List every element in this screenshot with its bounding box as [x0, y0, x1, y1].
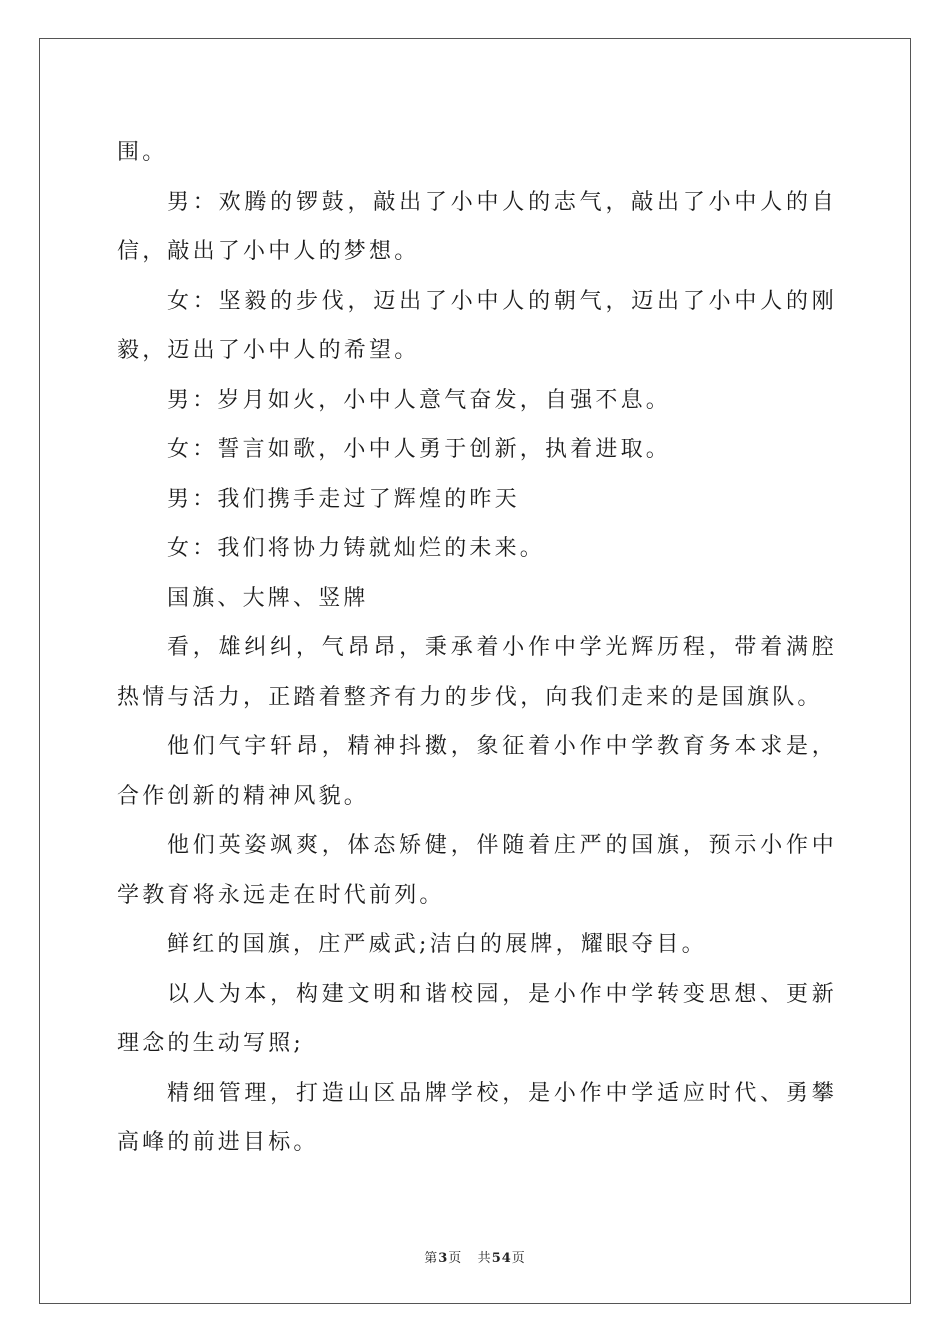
paragraph: 以人为本，构建文明和谐校园，是小作中学转变思想、更新理念的生动写照;: [117, 981, 837, 1056]
paragraph: 女：我们将协力铸就灿烂的未来。: [167, 536, 546, 561]
paragraph: 女：坚毅的步伐，迈出了小中人的朝气，迈出了小中人的刚毅，迈出了小中人的希望。: [117, 288, 837, 363]
paragraph: 看，雄纠纠，气昂昂，秉承着小作中学光辉历程，带着满腔热情与活力，正踏着整齐有力的步伐，向我们走来的是国旗队。: [117, 635, 837, 710]
page-prefix: 第: [424, 1251, 439, 1266]
total-suffix: 页: [511, 1251, 526, 1266]
total-pages: 54: [491, 1251, 512, 1266]
document-body: [117, 128, 837, 1168]
total-prefix: 共: [477, 1251, 492, 1266]
page-number: 3: [438, 1251, 449, 1266]
paragraph: 他们英姿飒爽，体态矫健，伴随着庄严的国旗，预示小作中学教育将永远走在时代前列。: [117, 833, 837, 908]
paragraph: 精细管理，打造山区品牌学校，是小作中学适应时代、勇攀高峰的前进目标。: [117, 1080, 837, 1155]
page-suffix: 页: [448, 1251, 463, 1266]
paragraph: 男：岁月如火，小中人意气奋发，自强不息。: [167, 387, 672, 413]
paragraph: 围。: [117, 140, 168, 165]
page-footer: [0, 1247, 950, 1266]
paragraph: 鲜红的国旗，庄严威武;洁白的展牌，耀眼夺目。: [167, 932, 707, 957]
paragraph: 男：我们携手走过了辉煌的昨天: [167, 486, 520, 512]
paragraph: 女：誓言如歌，小中人勇于创新，执着进取。: [167, 437, 672, 462]
paragraph: 男：欢腾的锣鼓，敲出了小中人的志气，敲出了小中人的自信，敲出了小中人的梦想。: [117, 189, 837, 264]
section-heading: 国旗、大牌、竖牌: [167, 585, 369, 611]
paragraph: 他们气宇轩昂，精神抖擞，象征着小作中学教育务本求是，合作创新的精神风貌。: [117, 734, 837, 809]
